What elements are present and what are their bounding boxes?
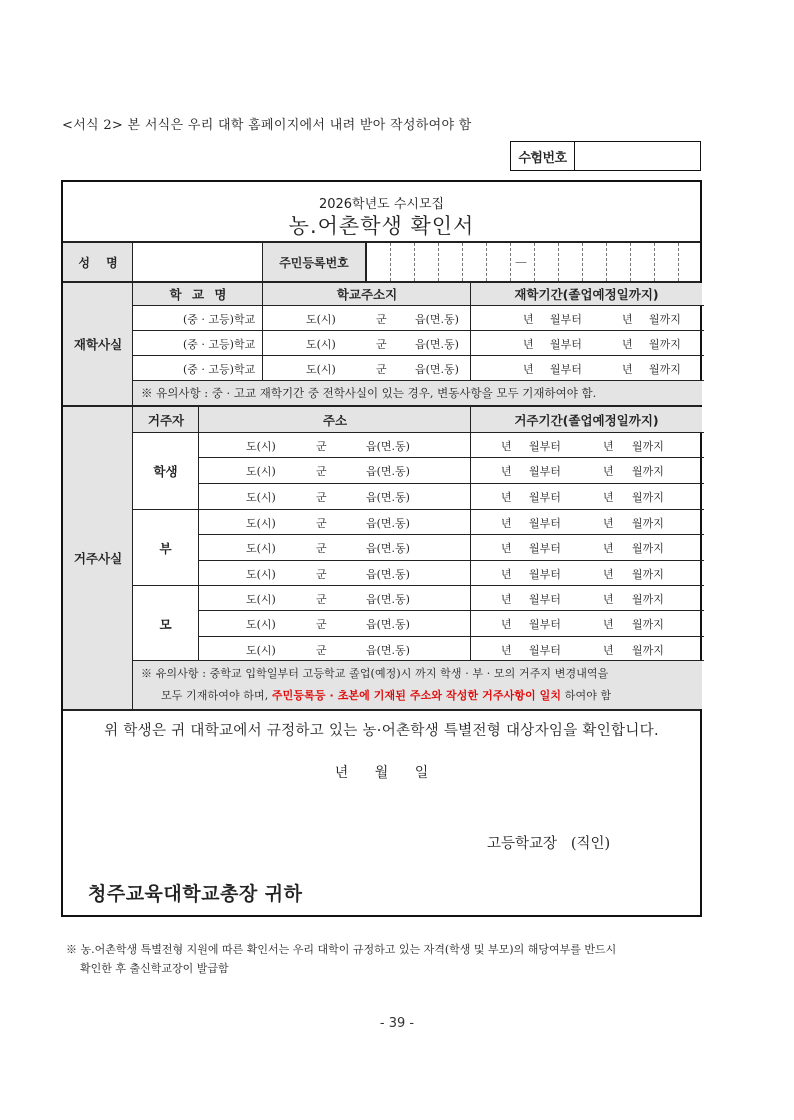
school-address-part: 도(시) bbox=[306, 338, 336, 351]
residence-address-part: 읍(면.동) bbox=[366, 568, 410, 581]
school-address-part: 도(시) bbox=[306, 313, 336, 326]
residence-period-part: 월부터 bbox=[529, 517, 561, 530]
enrollment-period-part: 월까지 bbox=[649, 313, 681, 326]
resident-number-cell-divider bbox=[390, 243, 391, 281]
residence-period-header: 거주기간(졸업예정일까지) bbox=[471, 407, 702, 432]
residence-address-part: 군 bbox=[316, 542, 327, 555]
residence-period-part: 년 bbox=[501, 618, 512, 631]
enrollment-period-part: 년 bbox=[523, 363, 534, 376]
residence-address-part: 군 bbox=[316, 593, 327, 606]
resident-number-cell-divider bbox=[630, 243, 631, 281]
school-address-part: 읍(면.동) bbox=[415, 338, 459, 351]
residence-address-part: 읍(면.동) bbox=[366, 491, 410, 504]
enrollment-period-part: 월부터 bbox=[550, 313, 582, 326]
enrollment-period-part: 월부터 bbox=[550, 338, 582, 351]
residence-period-part: 월까지 bbox=[632, 593, 664, 606]
resident-number-cell-divider bbox=[558, 243, 559, 281]
residence-period-part: 년 bbox=[603, 618, 614, 631]
resident-number-cell-divider bbox=[486, 243, 487, 281]
resident-group-label: 학생 bbox=[153, 463, 178, 479]
residence-period-part: 월까지 bbox=[632, 517, 664, 530]
resident-number-cell-divider bbox=[462, 243, 463, 281]
residence-address-part: 군 bbox=[316, 465, 327, 478]
school-name-field[interactable]: (중 · 고등)학교 bbox=[183, 363, 256, 376]
residence-period-part: 년 bbox=[603, 491, 614, 504]
residence-period-part: 년 bbox=[501, 517, 512, 530]
exam-number-box bbox=[510, 141, 701, 171]
resident-number-cell-divider bbox=[606, 243, 607, 281]
residence-period-part: 년 bbox=[501, 593, 512, 606]
resident-group-label: 모 bbox=[159, 616, 172, 632]
residence-period-part: 년 bbox=[501, 568, 512, 581]
issue-date[interactable]: 년 월 일 bbox=[334, 765, 429, 781]
resident-header: 거주자 bbox=[133, 407, 199, 432]
enrollment-period-header: 재학기간(졸업예정일까지) bbox=[471, 283, 702, 305]
residence-period-part: 월까지 bbox=[632, 568, 664, 581]
residence-period-part: 년 bbox=[603, 517, 614, 530]
name-label: 성 명 bbox=[63, 243, 133, 281]
residence-period-part: 년 bbox=[603, 542, 614, 555]
resident-number-cell-divider bbox=[438, 243, 439, 281]
residence-address-part: 도(시) bbox=[246, 517, 276, 530]
residence-address-part: 군 bbox=[316, 644, 327, 657]
form-title: 농.어촌학생 확인서 bbox=[288, 214, 475, 238]
resident-number-cell-divider bbox=[534, 243, 535, 281]
residence-period-part: 년 bbox=[603, 593, 614, 606]
resident-number-cell-divider bbox=[678, 243, 679, 281]
residence-period-part: 월부터 bbox=[529, 465, 561, 478]
residence-period-part: 년 bbox=[603, 644, 614, 657]
enrollment-period-part: 년 bbox=[622, 338, 633, 351]
enrollment-period-part: 년 bbox=[622, 363, 633, 376]
residence-period-part: 월부터 bbox=[529, 618, 561, 631]
residence-period-part: 월부터 bbox=[529, 440, 561, 453]
name-field[interactable] bbox=[133, 243, 263, 281]
residence-address-part: 읍(면.동) bbox=[366, 440, 410, 453]
resident-number-cell-divider bbox=[582, 243, 583, 281]
residence-period-part: 월부터 bbox=[529, 542, 561, 555]
form-note: <서식 2> 본 서식은 우리 대학 홈페이지에서 내려 받아 작성하여야 함 bbox=[62, 118, 472, 133]
residence-period-part: 월부터 bbox=[529, 491, 561, 504]
enrollment-period-part: 년 bbox=[523, 338, 534, 351]
enrollment-period-part: 월부터 bbox=[550, 363, 582, 376]
residence-period-part: 월까지 bbox=[632, 542, 664, 555]
residence-address-part: 군 bbox=[316, 568, 327, 581]
residence-address-part: 도(시) bbox=[246, 542, 276, 555]
exam-number-field[interactable] bbox=[575, 142, 700, 170]
residence-address-part: 읍(면.동) bbox=[366, 618, 410, 631]
residence-period-part: 월부터 bbox=[529, 568, 561, 581]
resident-group-label: 부 bbox=[159, 540, 172, 556]
residence-address-part: 군 bbox=[316, 618, 327, 631]
enrollment-period-part: 년 bbox=[622, 313, 633, 326]
residence-period-part: 년 bbox=[501, 644, 512, 657]
school-address-part: 군 bbox=[376, 338, 387, 351]
residence-period-part: 년 bbox=[603, 568, 614, 581]
residence-address-part: 군 bbox=[316, 517, 327, 530]
residence-period-part: 월부터 bbox=[529, 593, 561, 606]
residence-address-part: 읍(면.동) bbox=[366, 644, 410, 657]
confirmation-form bbox=[61, 180, 702, 917]
residence-address-part: 도(시) bbox=[246, 491, 276, 504]
residence-address-part: 읍(면.동) bbox=[366, 465, 410, 478]
residence-period-part: 년 bbox=[501, 491, 512, 504]
residence-note: ※ 유의사항 : 중학교 입학일부터 고등학교 졸업(예정)시 까지 학생 · 부 · 모의 거주지 변경내역을 모두 기재하여야 하며, 주민등록등 · 초본에 기재된 주소와 작성한 거주사항이 일치 하여야 함 bbox=[133, 660, 702, 709]
confirmation-statement: 위 학생은 귀 대학교에서 규정하고 있는 농·어촌학생 특별전형 대상자임을 확인합니다. bbox=[104, 723, 659, 739]
enrollment-period-part: 월까지 bbox=[649, 338, 681, 351]
residence-period-part: 년 bbox=[603, 440, 614, 453]
school-name-field[interactable]: (중 · 고등)학교 bbox=[183, 313, 256, 326]
enrollment-period-part: 월까지 bbox=[649, 363, 681, 376]
recipient: 청주교육대학교총장 귀하 bbox=[88, 883, 303, 905]
school-address-header: 학교주소지 bbox=[263, 283, 471, 305]
page-number: - 39 - bbox=[379, 1016, 415, 1031]
enrollment-note: ※ 유의사항 : 중 · 고교 재학기간 중 전학사실이 있는 경우, 변동사항을 모두 기재하여야 함. bbox=[133, 380, 702, 405]
residence-section-label: 거주사실 bbox=[63, 407, 133, 709]
exam-number-label: 수험번호 bbox=[511, 142, 575, 170]
school-address-part: 군 bbox=[376, 363, 387, 376]
residence-period-part: 년 bbox=[603, 465, 614, 478]
residence-period-part: 월까지 bbox=[632, 618, 664, 631]
school-address-part: 군 bbox=[376, 313, 387, 326]
residence-period-part: 월까지 bbox=[632, 440, 664, 453]
school-name-header: 학 교 명 bbox=[133, 283, 263, 305]
resident-number-cell-divider bbox=[414, 243, 415, 281]
residence-period-part: 년 bbox=[501, 465, 512, 478]
residence-address-part: 읍(면.동) bbox=[366, 542, 410, 555]
resident-number-separator: — bbox=[515, 255, 527, 269]
enrollment-period-part: 년 bbox=[523, 313, 534, 326]
school-address-part: 도(시) bbox=[306, 363, 336, 376]
residence-period-part: 월까지 bbox=[632, 491, 664, 504]
residence-address-part: 도(시) bbox=[246, 440, 276, 453]
residence-warning-highlight: 주민등록등 · 초본에 기재된 주소와 작성한 거주사항이 일치 bbox=[271, 689, 562, 702]
residence-period-part: 년 bbox=[501, 440, 512, 453]
residence-address-header: 주소 bbox=[199, 407, 471, 432]
residence-period-part: 월까지 bbox=[632, 644, 664, 657]
enrollment-section-label: 재학사실 bbox=[63, 283, 133, 405]
principal-signature: 고등학교장 (직인) bbox=[487, 836, 611, 852]
residence-address-part: 군 bbox=[316, 440, 327, 453]
form-subtitle: 2026학년도 수시모집 bbox=[318, 197, 445, 212]
resident-number-label: 주민등록번호 bbox=[263, 243, 365, 281]
residence-address-part: 도(시) bbox=[246, 644, 276, 657]
residence-period-part: 월부터 bbox=[529, 644, 561, 657]
residence-period-part: 년 bbox=[501, 542, 512, 555]
residence-address-part: 군 bbox=[316, 491, 327, 504]
residence-address-part: 읍(면.동) bbox=[366, 593, 410, 606]
residence-period-part: 월까지 bbox=[632, 465, 664, 478]
school-name-field[interactable]: (중 · 고등)학교 bbox=[183, 338, 256, 351]
school-address-part: 읍(면.동) bbox=[415, 363, 459, 376]
residence-address-part: 도(시) bbox=[246, 568, 276, 581]
residence-address-part: 도(시) bbox=[246, 593, 276, 606]
resident-number-cell-divider bbox=[654, 243, 655, 281]
residence-address-part: 읍(면.동) bbox=[366, 517, 410, 530]
residence-address-part: 도(시) bbox=[246, 618, 276, 631]
footnote: ※ 농.어촌학생 특별전형 지원에 따른 확인서는 우리 대학이 규정하고 있는 자격(학생 및 부모)의 해당여부를 반드시 확인한 후 출신학교장이 발급함 bbox=[66, 943, 617, 975]
school-address-part: 읍(면.동) bbox=[415, 313, 459, 326]
residence-address-part: 도(시) bbox=[246, 465, 276, 478]
